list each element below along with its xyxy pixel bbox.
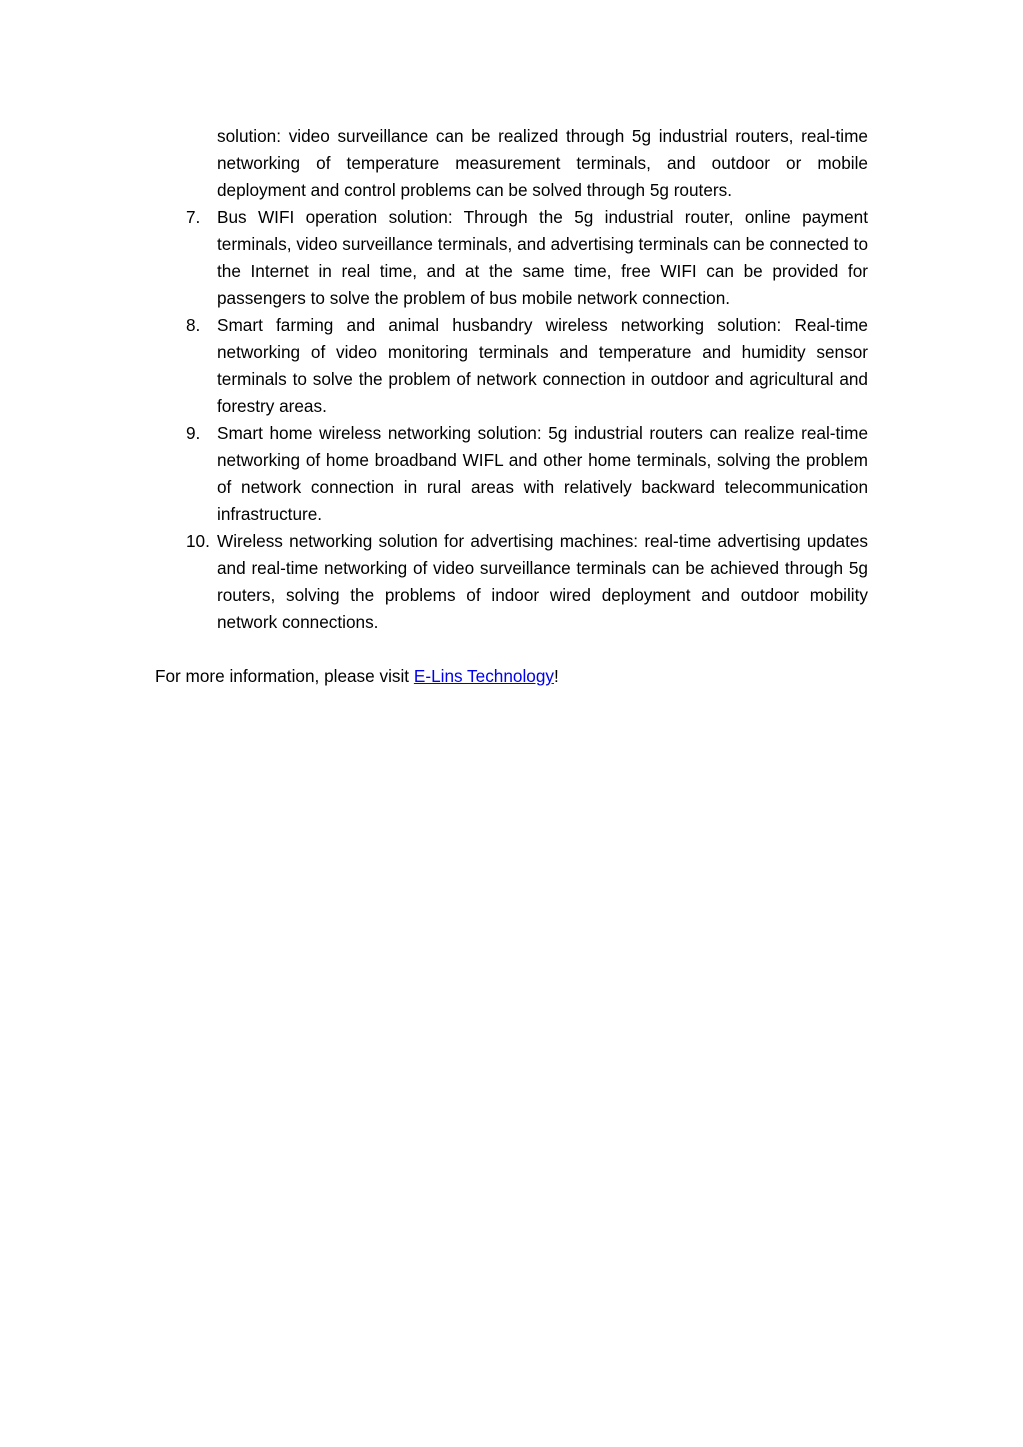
e-lins-technology-link[interactable]: E-Lins Technology — [413, 666, 555, 686]
list-item-text: Bus WIFI operation solution: Through the 5g industrial router, online payment terminals, video surveillance terminals, and advertising terminals can be connected to the Internet in real time, and at the same time, free WIFI can be provided for passengers to solve the problem of bus mobile network connection. — [217, 207, 868, 308]
list-item-text: Smart farming and animal husbandry wireless networking solution: Real-time networking of video monitoring terminals and temperature and humidity sensor terminals to solve the problem of network connection in outdoor and agricultural and forestry areas. — [217, 315, 868, 416]
list-item-number: 10. — [186, 531, 210, 551]
footer-prefix: For more information, please visit — [155, 666, 414, 686]
list-item-10 — [155, 528, 868, 636]
list-item-9 — [155, 420, 868, 528]
list-item-number: 8. — [186, 315, 201, 335]
footer-suffix: ! — [554, 666, 559, 686]
list-item-text: Smart home wireless networking solution: 5g industrial routers can realize real-time networking of home broadband WIFL and other home terminals, solving the problem of network connection in rural areas with relatively backward telecommunication infrastructure. — [217, 423, 868, 524]
footer-line — [155, 663, 868, 690]
list-item-text: solution: video surveillance can be realized through 5g industrial routers, real-time networking of temperature measurement terminals, and outdoor or mobile deployment and control problems can be solved through 5g routers. — [217, 126, 868, 200]
document-content — [155, 123, 868, 690]
list-item-continuation — [155, 123, 868, 204]
list-item-8 — [155, 312, 868, 420]
list-item-text: Wireless networking solution for advertising machines: real-time advertising updates and real-time networking of video surveillance terminals can be achieved through 5g routers, solving the problems of indoor wired deployment and outdoor mobility network connections. — [217, 531, 868, 632]
list-item-number: 7. — [186, 207, 201, 227]
list-item-7 — [155, 204, 868, 312]
list-item-number: 9. — [186, 423, 201, 443]
